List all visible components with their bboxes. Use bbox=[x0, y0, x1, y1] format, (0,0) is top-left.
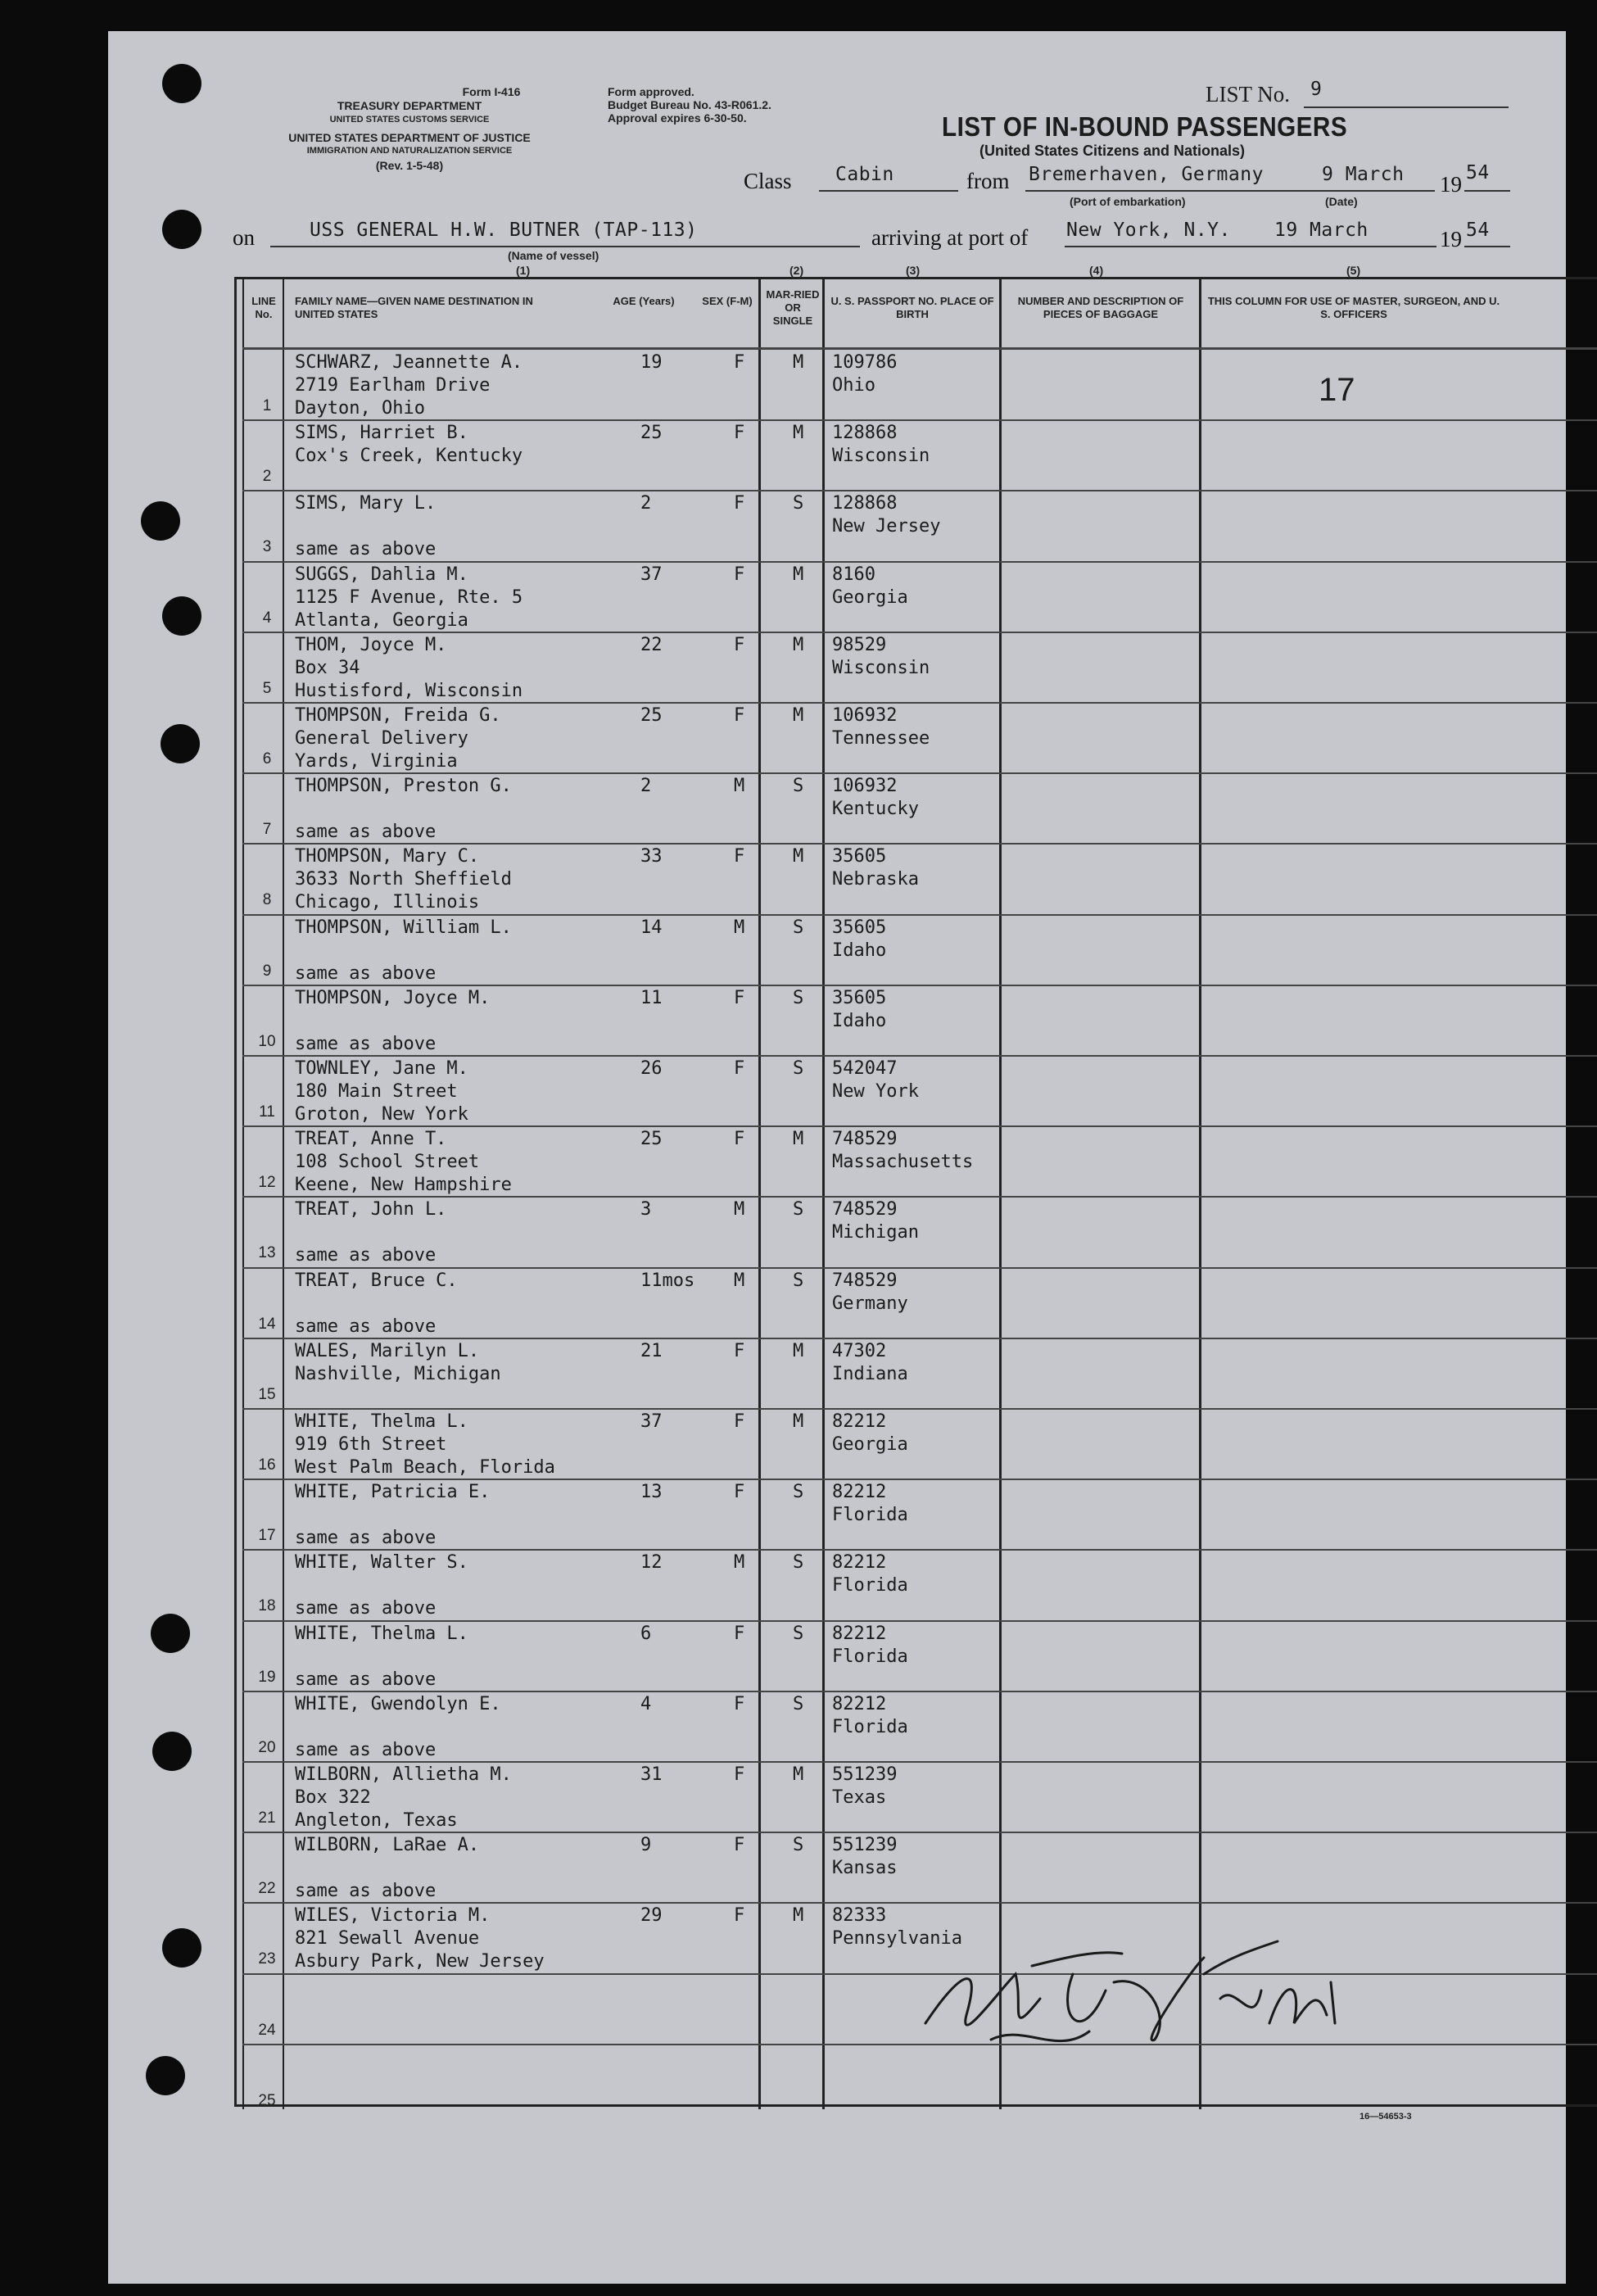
sex-value: F bbox=[734, 705, 745, 726]
marital-status: M bbox=[793, 705, 804, 726]
col-num-5: (5) bbox=[1346, 264, 1361, 277]
list-label: LIST No. bbox=[1206, 82, 1291, 106]
table-row bbox=[242, 915, 1597, 985]
passenger-name: THOMPSON, Preston G. bbox=[295, 776, 512, 797]
address-line-1: 2719 Earlham Drive bbox=[295, 375, 491, 396]
table-row bbox=[242, 350, 1597, 420]
passenger-name: THOMPSON, Freida G. bbox=[295, 705, 501, 726]
age-value: 2 bbox=[640, 493, 652, 514]
header-age: AGE (Years) bbox=[613, 295, 675, 307]
marital-status: S bbox=[793, 1693, 804, 1714]
marital-status: S bbox=[793, 1835, 804, 1856]
line-number: 10 bbox=[258, 1032, 276, 1050]
address-line-2: same as above bbox=[295, 962, 437, 984]
passport-number: 551239 bbox=[832, 1835, 898, 1856]
place-of-birth: Florida bbox=[832, 1716, 908, 1737]
line-number: 15 bbox=[258, 1385, 276, 1403]
passport-number: 82212 bbox=[832, 1482, 887, 1503]
col-num-3: (3) bbox=[906, 264, 921, 277]
place-of-birth: Georgia bbox=[832, 586, 908, 608]
marital-status: S bbox=[793, 1482, 804, 1503]
table-row bbox=[242, 1126, 1597, 1197]
line-number: 22 bbox=[258, 1880, 276, 1898]
form-number: Form I-416 bbox=[462, 85, 521, 98]
place-of-birth: Idaho bbox=[832, 940, 887, 961]
arrival-year: 54 bbox=[1466, 220, 1490, 241]
line-number: 1 bbox=[262, 397, 272, 414]
binder-hole bbox=[141, 501, 180, 541]
passport-number: 47302 bbox=[832, 1340, 887, 1361]
passenger-name: SIMS, Harriet B. bbox=[295, 423, 468, 444]
passport-number: 82212 bbox=[832, 1552, 887, 1574]
line-number: 14 bbox=[258, 1315, 276, 1333]
age-value: 2 bbox=[640, 776, 652, 797]
address-line-1: 1125 F Avenue, Rte. 5 bbox=[295, 586, 523, 608]
marital-status: M bbox=[793, 352, 804, 373]
embarkation-date: 9 March bbox=[1322, 164, 1405, 185]
list-title: LIST OF IN-BOUND PASSENGERS bbox=[942, 111, 1348, 142]
sex-value: F bbox=[734, 352, 745, 373]
sex-value: F bbox=[734, 634, 745, 655]
address-line-2: same as above bbox=[295, 1669, 437, 1690]
place-of-birth: Kentucky bbox=[832, 799, 919, 820]
table-row bbox=[242, 491, 1597, 561]
place-of-birth: Georgia bbox=[832, 1434, 908, 1455]
table-row bbox=[242, 1762, 1597, 1832]
age-value: 25 bbox=[640, 1129, 663, 1150]
line-number: 16 bbox=[258, 1456, 276, 1474]
sex-value: M bbox=[734, 1270, 745, 1291]
sex-value: F bbox=[734, 564, 745, 585]
line-number: 17 bbox=[258, 1527, 276, 1545]
address-line-2: same as above bbox=[295, 1033, 437, 1054]
age-value: 3 bbox=[640, 1199, 652, 1220]
place-of-birth: Pennsylvania bbox=[832, 1928, 962, 1950]
sex-value: M bbox=[734, 776, 745, 797]
arrival-date: 19 March bbox=[1274, 220, 1369, 241]
age-value: 29 bbox=[640, 1905, 663, 1927]
approval-expires: Approval expires 6-30-50. bbox=[608, 111, 747, 125]
col-num-4: (4) bbox=[1089, 264, 1104, 277]
signature-scribble bbox=[909, 1925, 1351, 2064]
line-number: 9 bbox=[262, 962, 272, 980]
place-of-birth: Indiana bbox=[832, 1363, 908, 1384]
marital-status: M bbox=[793, 1411, 804, 1432]
age-value: 9 bbox=[640, 1835, 652, 1856]
line-number: 7 bbox=[262, 821, 272, 839]
marital-status: M bbox=[793, 634, 804, 655]
line-number: 18 bbox=[258, 1597, 276, 1615]
address-line-2: same as above bbox=[295, 822, 437, 843]
vessel-name: USS GENERAL H.W. BUTNER (TAP-113) bbox=[310, 220, 698, 241]
sex-value: F bbox=[734, 1693, 745, 1714]
passport-number: 551239 bbox=[832, 1764, 898, 1785]
justice-dept: UNITED STATES DEPARTMENT OF JUSTICE bbox=[288, 131, 531, 144]
place-of-birth: Massachusetts bbox=[832, 1152, 974, 1173]
marital-status: S bbox=[793, 1058, 804, 1079]
line-number: 24 bbox=[258, 2021, 276, 2039]
address-line-1: Box 34 bbox=[295, 657, 360, 678]
embarkation-port: Bremerhaven, Germany bbox=[1029, 164, 1264, 185]
passport-number: 106932 bbox=[832, 776, 898, 797]
line-number: 2 bbox=[262, 468, 272, 486]
header-married-single: MAR-RIED OR SINGLE bbox=[766, 288, 820, 327]
sex-value: M bbox=[734, 1552, 745, 1574]
header-sex: SEX (F-M) bbox=[702, 295, 753, 307]
place-of-birth: Kansas bbox=[832, 1858, 898, 1879]
place-of-birth: Ohio bbox=[832, 375, 875, 396]
line-number: 4 bbox=[262, 609, 272, 627]
table-row bbox=[242, 773, 1597, 844]
revision: (Rev. 1-5-48) bbox=[375, 159, 444, 172]
passport-number: 82212 bbox=[832, 1411, 887, 1432]
list-subtitle: (United States Citizens and Nationals) bbox=[979, 143, 1246, 159]
embarkation-caption: (Port of embarkation) bbox=[1070, 195, 1186, 208]
sex-value: F bbox=[734, 1905, 745, 1927]
budget-bureau: Budget Bureau No. 43-R061.2. bbox=[608, 98, 771, 111]
table-row bbox=[242, 844, 1597, 914]
line-number: 21 bbox=[258, 1809, 276, 1827]
address-line-1: 108 School Street bbox=[295, 1152, 480, 1173]
vessel-caption: (Name of vessel) bbox=[508, 249, 599, 262]
table-row bbox=[242, 1409, 1597, 1479]
passenger-name: SIMS, Mary L. bbox=[295, 493, 437, 514]
line-number: 13 bbox=[258, 1244, 276, 1262]
sex-value: F bbox=[734, 493, 745, 514]
age-value: 11 bbox=[640, 987, 663, 1008]
address-line-1: 919 6th Street bbox=[295, 1434, 447, 1455]
marital-status: S bbox=[793, 987, 804, 1008]
binder-hole bbox=[152, 1732, 192, 1771]
footer-code: 16—54653-3 bbox=[1359, 2112, 1412, 2122]
line-number: 12 bbox=[258, 1174, 276, 1192]
age-value: 19 bbox=[640, 352, 663, 373]
table-row bbox=[242, 1550, 1597, 1620]
line-number: 3 bbox=[262, 538, 272, 556]
table-row bbox=[242, 1479, 1597, 1550]
arriving-label: arriving at port of bbox=[871, 225, 1029, 250]
place-of-birth: Michigan bbox=[832, 1222, 919, 1243]
binder-hole bbox=[162, 64, 201, 103]
table-row bbox=[242, 703, 1597, 773]
table-row bbox=[242, 1691, 1597, 1762]
customs-service: UNITED STATES CUSTOMS SERVICE bbox=[329, 115, 490, 125]
address-line-2: same as above bbox=[295, 1528, 437, 1549]
line-number: 23 bbox=[258, 1950, 276, 1968]
age-value: 11mos bbox=[640, 1270, 695, 1291]
line-number: 5 bbox=[262, 679, 272, 697]
address-line-1: Nashville, Michigan bbox=[295, 1363, 501, 1384]
address-line-1: General Delivery bbox=[295, 728, 468, 749]
marital-status: S bbox=[793, 1270, 804, 1291]
passenger-name: WALES, Marilyn L. bbox=[295, 1340, 480, 1361]
table-row bbox=[242, 1832, 1597, 1903]
place-of-birth: Wisconsin bbox=[832, 657, 930, 678]
table-row bbox=[242, 632, 1597, 703]
line-number: 20 bbox=[258, 1738, 276, 1756]
passport-number: 109786 bbox=[832, 352, 898, 373]
year-prefix: 19 bbox=[1440, 172, 1462, 197]
passenger-name: WILES, Victoria M. bbox=[295, 1905, 491, 1927]
marital-status: S bbox=[793, 1199, 804, 1220]
passport-number: 82212 bbox=[832, 1623, 887, 1644]
address-line-2: Hustisford, Wisconsin bbox=[295, 680, 523, 701]
passenger-name: THOMPSON, William L. bbox=[295, 917, 512, 938]
place-of-birth: Germany bbox=[832, 1293, 908, 1314]
place-of-birth: Nebraska bbox=[832, 869, 919, 890]
marital-status: S bbox=[793, 1623, 804, 1644]
passenger-name: WHITE, Patricia E. bbox=[295, 1482, 491, 1503]
age-value: 26 bbox=[640, 1058, 663, 1079]
address-line-2: Groton, New York bbox=[295, 1104, 468, 1125]
marital-status: M bbox=[793, 1905, 804, 1927]
binder-hole bbox=[151, 1614, 190, 1653]
passenger-name: WHITE, Walter S. bbox=[295, 1552, 468, 1574]
table-row bbox=[242, 562, 1597, 632]
table-row bbox=[242, 1268, 1597, 1338]
marital-status: S bbox=[793, 917, 804, 938]
class-value: Cabin bbox=[835, 164, 894, 185]
age-value: 33 bbox=[640, 846, 663, 867]
age-value: 13 bbox=[640, 1482, 663, 1503]
address-line-2: Dayton, Ohio bbox=[295, 398, 425, 419]
header-name-destination: FAMILY NAME—GIVEN NAME DESTINATION IN UNITED STATES bbox=[295, 295, 533, 320]
age-value: 31 bbox=[640, 1764, 663, 1785]
address-line-2: same as above bbox=[295, 1881, 437, 1902]
place-of-birth: Florida bbox=[832, 1505, 908, 1526]
col-num-1: (1) bbox=[516, 264, 531, 277]
passenger-name: SCHWARZ, Jeannette A. bbox=[295, 352, 523, 373]
address-line-2: Angleton, Texas bbox=[295, 1810, 458, 1831]
list-number: 9 bbox=[1310, 79, 1323, 100]
marital-status: M bbox=[793, 846, 804, 867]
address-line-2: Yards, Virginia bbox=[295, 751, 458, 772]
passport-number: 82212 bbox=[832, 1693, 887, 1714]
table-row bbox=[242, 1338, 1597, 1409]
line-number: 19 bbox=[258, 1668, 276, 1686]
passenger-name: THOM, Joyce M. bbox=[295, 634, 447, 655]
passport-number: 106932 bbox=[832, 705, 898, 726]
marital-status: M bbox=[793, 423, 804, 444]
arrival-port: New York, N.Y. bbox=[1066, 220, 1231, 241]
marital-status: S bbox=[793, 1552, 804, 1574]
sex-value: F bbox=[734, 1340, 745, 1361]
place-of-birth: Florida bbox=[832, 1646, 908, 1667]
place-of-birth: Texas bbox=[832, 1787, 887, 1808]
header-passport-birth: U. S. PASSPORT NO. PLACE OF BIRTH bbox=[830, 295, 994, 320]
sex-value: F bbox=[734, 423, 745, 444]
sex-value: F bbox=[734, 1129, 745, 1150]
address-line-2: West Palm Beach, Florida bbox=[295, 1457, 555, 1478]
officer-note: 17 bbox=[1319, 372, 1355, 408]
address-line-2: same as above bbox=[295, 539, 437, 560]
embarkation-year: 54 bbox=[1466, 162, 1490, 183]
line-number: 8 bbox=[262, 891, 272, 909]
passport-number: 748529 bbox=[832, 1199, 898, 1220]
table-row bbox=[242, 985, 1597, 1056]
place-of-birth: New Jersey bbox=[832, 516, 941, 537]
passenger-name: TOWNLEY, Jane M. bbox=[295, 1058, 468, 1079]
address-line-2: Atlanta, Georgia bbox=[295, 609, 468, 631]
address-line-2: same as above bbox=[295, 1598, 437, 1619]
address-line-1: Box 322 bbox=[295, 1787, 371, 1808]
age-value: 12 bbox=[640, 1552, 663, 1574]
table-row bbox=[242, 1056, 1597, 1126]
marital-status: M bbox=[793, 1764, 804, 1785]
passport-number: 82333 bbox=[832, 1905, 887, 1927]
marital-status: M bbox=[793, 1129, 804, 1150]
year-prefix-2: 19 bbox=[1440, 227, 1462, 251]
passenger-name: TREAT, Anne T. bbox=[295, 1129, 447, 1150]
age-value: 22 bbox=[640, 634, 663, 655]
passenger-name: WHITE, Gwendolyn E. bbox=[295, 1693, 501, 1714]
sex-value: M bbox=[734, 917, 745, 938]
table-row bbox=[242, 1621, 1597, 1691]
address-line-1: Cox's Creek, Kentucky bbox=[295, 446, 523, 467]
line-number: 25 bbox=[258, 2091, 276, 2109]
header-line-no: LINE No. bbox=[251, 295, 276, 320]
marital-status: M bbox=[793, 1340, 804, 1361]
binder-hole bbox=[162, 596, 201, 636]
passport-number: 35605 bbox=[832, 987, 887, 1008]
ins-service: IMMIGRATION AND NATURALIZATION SERVICE bbox=[306, 146, 513, 156]
passenger-name: WILBORN, LaRae A. bbox=[295, 1835, 480, 1856]
on-label: on bbox=[233, 225, 255, 250]
header-officers: THIS COLUMN FOR USE OF MASTER, SURGEON, AND U. S. OFFICERS bbox=[1207, 295, 1500, 320]
header-baggage: NUMBER AND DESCRIPTION OF PIECES OF BAGGAGE bbox=[1017, 295, 1184, 320]
place-of-birth: Tennessee bbox=[832, 728, 930, 749]
table-row bbox=[242, 1197, 1597, 1267]
address-line-2: Chicago, Illinois bbox=[295, 892, 480, 913]
address-line-1: 821 Sewall Avenue bbox=[295, 1928, 480, 1950]
passport-number: 35605 bbox=[832, 846, 887, 867]
marital-status: S bbox=[793, 776, 804, 797]
passenger-name: TREAT, Bruce C. bbox=[295, 1270, 458, 1291]
age-value: 21 bbox=[640, 1340, 663, 1361]
passport-number: 128868 bbox=[832, 423, 898, 444]
age-value: 37 bbox=[640, 1411, 663, 1432]
binder-hole bbox=[162, 1928, 201, 1968]
binder-hole bbox=[162, 210, 201, 249]
passenger-name: THOMPSON, Joyce M. bbox=[295, 987, 491, 1008]
address-line-2: same as above bbox=[295, 1316, 437, 1337]
sex-value: F bbox=[734, 1835, 745, 1856]
from-label: from bbox=[966, 169, 1010, 193]
age-value: 25 bbox=[640, 705, 663, 726]
address-line-2: Keene, New Hampshire bbox=[295, 1175, 512, 1196]
treasury-dept: TREASURY DEPARTMENT bbox=[337, 99, 482, 112]
sex-value: F bbox=[734, 1482, 745, 1503]
binder-hole bbox=[161, 724, 200, 763]
place-of-birth: Idaho bbox=[832, 1010, 887, 1031]
form-approved: Form approved. bbox=[608, 85, 694, 98]
address-line-2: Asbury Park, New Jersey bbox=[295, 1951, 545, 1972]
passport-number: 542047 bbox=[832, 1058, 898, 1079]
age-value: 6 bbox=[640, 1623, 652, 1644]
passport-number: 748529 bbox=[832, 1129, 898, 1150]
address-line-1: 3633 North Sheffield bbox=[295, 869, 512, 890]
sex-value: F bbox=[734, 846, 745, 867]
address-line-1: 180 Main Street bbox=[295, 1081, 458, 1102]
line-number: 11 bbox=[259, 1103, 275, 1121]
passenger-name: THOMPSON, Mary C. bbox=[295, 846, 480, 867]
class-label: Class bbox=[744, 169, 792, 193]
passport-number: 35605 bbox=[832, 917, 887, 938]
binder-hole bbox=[146, 2056, 185, 2095]
passport-number: 128868 bbox=[832, 493, 898, 514]
date-caption: (Date) bbox=[1325, 195, 1358, 208]
place-of-birth: New York bbox=[832, 1081, 919, 1102]
place-of-birth: Florida bbox=[832, 1575, 908, 1596]
marital-status: S bbox=[793, 493, 804, 514]
address-line-2: same as above bbox=[295, 1245, 437, 1266]
address-line-2: same as above bbox=[295, 1739, 437, 1760]
passport-number: 8160 bbox=[832, 564, 875, 585]
passport-number: 748529 bbox=[832, 1270, 898, 1291]
sex-value: F bbox=[734, 1411, 745, 1432]
sex-value: F bbox=[734, 1623, 745, 1644]
passenger-name: WILBORN, Allietha M. bbox=[295, 1764, 512, 1785]
col-num-2: (2) bbox=[789, 264, 804, 277]
passport-number: 98529 bbox=[832, 634, 887, 655]
line-number: 6 bbox=[262, 750, 272, 768]
age-value: 25 bbox=[640, 423, 663, 444]
age-value: 37 bbox=[640, 564, 663, 585]
passenger-name: WHITE, Thelma L. bbox=[295, 1623, 468, 1644]
marital-status: M bbox=[793, 564, 804, 585]
passenger-name: SUGGS, Dahlia M. bbox=[295, 564, 468, 585]
sex-value: F bbox=[734, 1058, 745, 1079]
place-of-birth: Wisconsin bbox=[832, 446, 930, 467]
sex-value: M bbox=[734, 1199, 745, 1220]
sex-value: F bbox=[734, 1764, 745, 1785]
table-row bbox=[242, 420, 1597, 491]
age-value: 4 bbox=[640, 1693, 652, 1714]
passenger-name: WHITE, Thelma L. bbox=[295, 1411, 468, 1432]
age-value: 14 bbox=[640, 917, 663, 938]
passenger-name: TREAT, John L. bbox=[295, 1199, 447, 1220]
sex-value: F bbox=[734, 987, 745, 1008]
